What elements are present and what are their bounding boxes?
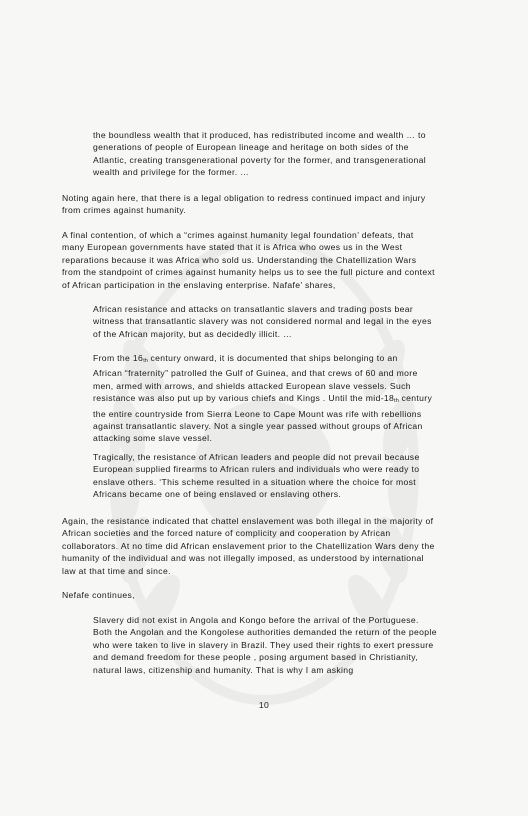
ordinal-suffix: th bbox=[394, 398, 399, 405]
text-line: against transatlantic slavery. Not a single year passed without groups of African bbox=[93, 421, 423, 432]
page-number: 10 bbox=[258, 700, 270, 710]
text-line: A final contention, of which a “crimes against humanity legal foundation’ defeats, that bbox=[62, 230, 414, 240]
paragraph-legal-obligation bbox=[62, 192, 426, 217]
text-segment: century onward, it is documented that ships belonging to an bbox=[147, 353, 398, 363]
text-line: enslave others. ‘This scheme resulted in a situation where the choice for most bbox=[93, 476, 416, 487]
block-quote-5 bbox=[93, 614, 437, 676]
paragraph-nefafe-continues bbox=[62, 589, 135, 601]
text-line: Again, the resistance indicated that chattel enslavement was both illegal in the majority of bbox=[62, 516, 434, 526]
text-line: natural laws, citizenship and humanity. That is why I am asking bbox=[93, 664, 354, 675]
text-line: Slavery did not exist in Angola and Kongo before the arrival of the Portuguese. bbox=[93, 615, 419, 625]
text-line: European supplied firearms to African rulers and individuals who were ready to bbox=[93, 464, 420, 475]
text-line: witness that transatlantic slavery was not considered normal and legal in the eyes bbox=[93, 316, 432, 327]
text-line: collaborators. At no time did African enslavement prior to the Chatellization Wars deny the bbox=[62, 540, 435, 551]
text-line: law at that time and since. bbox=[62, 565, 171, 576]
text-line: from crimes against humanity. bbox=[62, 205, 187, 216]
text-line: African “fraternity” patrolled the Gulf of Guinea, and that crews of 60 and more bbox=[93, 368, 418, 379]
text-line: wealth and privilege for the former. … bbox=[93, 167, 250, 178]
text-line: African resistance and attacks on transatlantic slavers and trading posts bear bbox=[93, 304, 414, 314]
text-line: from the standpoint of crimes against humanity helps us to see the full picture and context bbox=[62, 267, 435, 278]
text-line: Both the Angolan and the Kongolese authorities demanded the return of the people bbox=[93, 627, 437, 638]
paragraph-final-contention bbox=[62, 229, 435, 291]
block-quote-1 bbox=[93, 129, 426, 179]
text-line bbox=[93, 392, 432, 407]
text-line: who were taken to live in slavery in Brazil. They used their rights to exert pressure bbox=[93, 639, 434, 650]
text-line: Noting again here, that there is a legal obligation to redress continued impact and injury bbox=[62, 193, 426, 203]
text-line: the entire countryside from Sierra Leone to Cape Mount was rife with rebellions bbox=[93, 408, 422, 419]
ordinal-suffix: th bbox=[143, 358, 148, 364]
text-line: African societies and the forced nature of complicity and cooperation by African bbox=[62, 528, 391, 539]
text-line: Tragically, the resistance of African leaders and people did not prevail because bbox=[93, 452, 420, 462]
text-line: men, armed with arrows, and shields attacked European slave vessels. Such bbox=[93, 380, 411, 391]
text-line: of the African majority, but as decidedly illicit. … bbox=[93, 328, 293, 339]
text-line: many European governments have stated that it is Africa who owes us in the West bbox=[62, 242, 403, 253]
block-quote-3 bbox=[93, 352, 432, 445]
text-line bbox=[93, 352, 432, 367]
text-line: generations of people of European lineage and heritage on both sides of the bbox=[93, 142, 409, 153]
text-line: reparations because it was Africa who sold us. Understanding the Chatellization Wars bbox=[62, 254, 417, 265]
text-segment: century bbox=[398, 393, 433, 404]
block-quote-4 bbox=[93, 451, 420, 501]
text-line: of African participation in the enslaving enterprise. Nafafe’ shares, bbox=[62, 279, 336, 290]
text-line: the boundless wealth that it produced, has redistributed income and wealth … to bbox=[93, 130, 426, 140]
paragraph-resistance bbox=[62, 515, 435, 577]
text-line: Atlantic, creating transgenerational poverty for the former, and transgenerational bbox=[93, 154, 426, 165]
text-line: humanity of the individual and was not illegally imposed, as understood by international bbox=[62, 553, 424, 564]
text-line: Africans became one of being enslaved or enslaving others. bbox=[93, 489, 342, 500]
text-line: Nefafe continues, bbox=[62, 590, 135, 600]
text-segment: resistance was also put up by various chiefs and Kings . Until the mid-18 bbox=[93, 393, 395, 404]
text-line: attacking some slave vessel. bbox=[93, 433, 213, 444]
block-quote-2 bbox=[93, 303, 432, 340]
text-line: and demand freedom for these people , posing argument based in Christianity, bbox=[93, 652, 419, 663]
text-segment: From the 16 bbox=[93, 353, 144, 363]
